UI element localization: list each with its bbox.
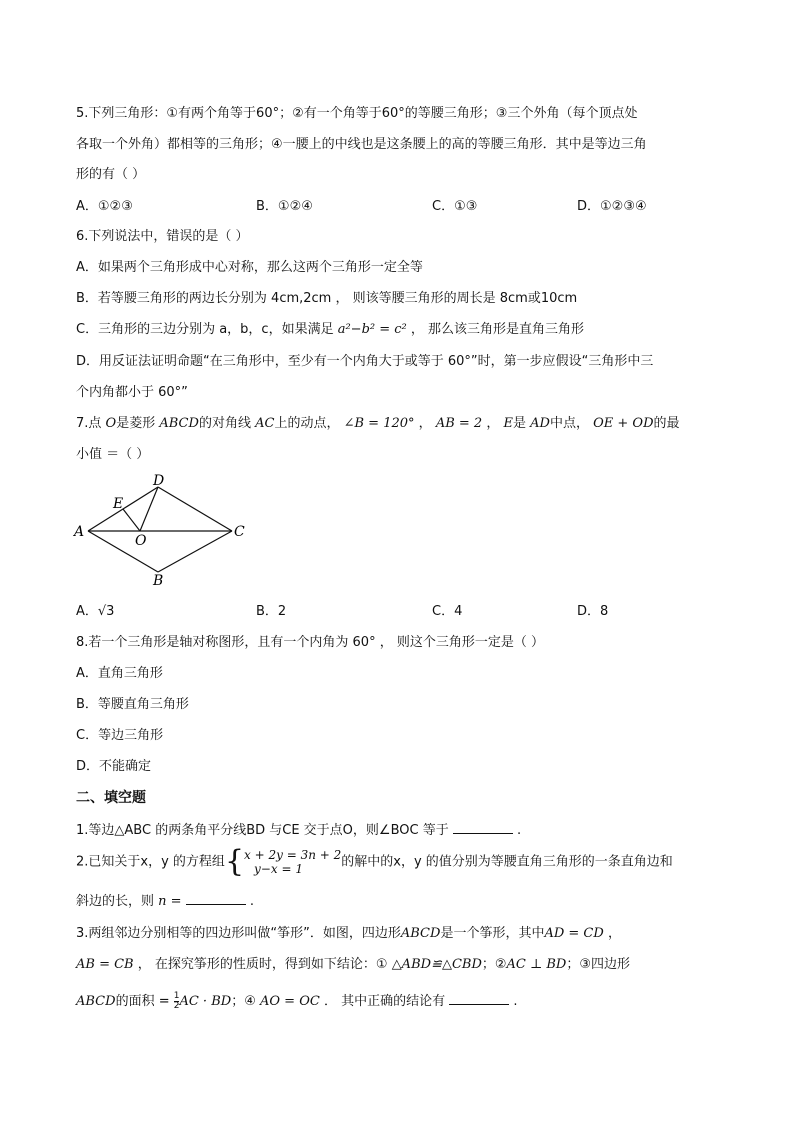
section-title-fill-in: 二、填空题 [76, 790, 146, 806]
q8-option-c: C．等边三角形 [76, 728, 164, 743]
fraction-numerator: 1 [173, 991, 180, 1001]
q7-point-o: O [105, 416, 117, 431]
q8-option-b: B．等腰直角三角形 [76, 697, 189, 712]
q8-option-d: D．不能确定 [76, 759, 152, 774]
q7-option-c: C．4 [432, 604, 463, 619]
label-c: C [234, 524, 245, 540]
f3-text: 3.两组邻边分别相等的四边形叫做“筝形”．如图，四边形 [76, 926, 401, 941]
q8-option-a: A．直角三角形 [76, 666, 163, 681]
q7-side-ad: AD [530, 416, 550, 431]
q7-expression: OE + OD [593, 416, 654, 431]
q5-option-a: A．①②③ [76, 199, 133, 214]
f2-line2 [76, 892, 254, 911]
q7-stem-line2: 小值 ＝（ ） [76, 447, 150, 462]
q6-option-d-line1: D．用反证法证明命题“在三角形中，至少有一个内角大于或等于 60°”时，第一步应假设“三角形中三 [76, 354, 654, 369]
f3-kite: ABCD [400, 926, 441, 941]
answer-blank [449, 992, 509, 1005]
f3-area-expression: AC · BD [179, 994, 232, 1009]
q6-option-d-line2: 个内角都小于 60°” [76, 385, 188, 400]
f3-ao-oc: AO = OC [259, 994, 320, 1009]
label-e: E [113, 496, 124, 512]
f3-ad-cd: AD = CD [544, 926, 604, 941]
label-d: D [153, 473, 165, 489]
q7-text: 是 [512, 416, 526, 431]
q7-text: ， [486, 416, 500, 431]
q6-c-math: a²−b² = c² [337, 322, 407, 337]
equation-system [244, 848, 341, 876]
q7-text: 的最 [653, 416, 680, 431]
q7-ab: AB = 2 [435, 416, 483, 431]
q5-option-c: C．①③ [432, 199, 478, 214]
f3-text: ， 在探究筝形的性质时，得到如下结论：① [137, 957, 388, 972]
q7-text: 的对角线 [198, 416, 251, 431]
q7-option-a: A．√3 [76, 604, 115, 619]
q6-stem: 6.下列说法中，错误的是（ ） [76, 229, 249, 244]
f3-line1 [76, 925, 621, 943]
q7-text: 7.点 [76, 416, 102, 431]
segment-od [140, 487, 158, 531]
f3-text: ；② [481, 957, 507, 972]
equation-2: y−x = 1 [254, 862, 303, 876]
q8-stem: 8.若一个三角形是轴对称图形，且有一个内角为 60° ， 则这个三角形一定是（ ） [76, 635, 544, 650]
q7-stem-line1 [76, 415, 680, 433]
f3-text: 的面积 = [115, 994, 170, 1009]
f3-kite: ABCD [76, 994, 116, 1009]
q6-option-b: B．若等腰三角形的两边长分别为 4cm,2cm ， 则该等腰三角形的周长是 8cm或10cm [76, 291, 578, 306]
q7-option-d: D．8 [577, 604, 609, 619]
f3-text: ， [607, 926, 621, 941]
q6-c-post: ， 那么该三角形是直角三角形 [410, 322, 585, 337]
q7-rhombus: ABCD [159, 416, 199, 431]
answer-blank [186, 892, 246, 905]
label-a: A [74, 524, 85, 540]
q5-line1: 5.下列三角形：①有两个角等于60°；②有一个角等于60°的等腰三角形；③三个外角（每个顶点处 [76, 106, 638, 121]
f2-text: 斜边的长，则 [76, 894, 155, 909]
equation-1: x + 2y = 3n + 2 [244, 848, 342, 862]
f3-text: 是一个筝形，其中 [440, 926, 545, 941]
side-dc [158, 487, 232, 531]
q7-point-e: E [503, 416, 513, 431]
rhombus-figure [70, 472, 260, 592]
q6-option-c [76, 321, 584, 339]
f3-text: ；③四边形 [566, 957, 630, 972]
q5-line2: 各取一个外角）都相等的三角形；④一腰上的中线也是这条腰上的高的等腰三角形．其中是等边三角 [76, 137, 647, 152]
side-ba [88, 531, 158, 572]
f2-text: . [249, 894, 254, 909]
f2-text: 的解中的x，y 的值分别为等腰直角三角形的一条直角边和 [341, 854, 673, 870]
f2-n: n = [158, 894, 182, 909]
f3-text: . [513, 994, 518, 1009]
side-cb [158, 531, 232, 572]
f1-stem [76, 821, 521, 840]
q7-text: ， [418, 416, 432, 431]
q5-line3: 形的有（ ） [76, 167, 146, 182]
fraction-denominator: 2 [173, 1001, 180, 1011]
label-o: O [135, 533, 147, 549]
q7-text: 是菱形 [116, 416, 156, 431]
label-b: B [153, 573, 164, 589]
f1-text: . [516, 823, 522, 838]
q5-option-d: D．①②③④ [577, 199, 647, 214]
f3-text: ；④ [231, 994, 256, 1009]
q7-angle: ∠B = 120° [343, 416, 415, 431]
q6-option-a: A．如果两个三角形成中心对称，那么这两个三角形一定全等 [76, 260, 423, 275]
q7-option-b: B．2 [256, 604, 287, 619]
f2-line1 [76, 844, 673, 879]
f3-congruence: △ABD≌△CBD [391, 957, 482, 972]
q6-c-pre: C．三角形的三边分别为 a，b，c，如果满足 [76, 322, 334, 337]
f3-text: ． 其中正确的结论有 [323, 994, 446, 1009]
q5-option-b: B．①②④ [256, 199, 313, 214]
f3-perpendicular: AC ⊥ BD [506, 957, 567, 972]
f1-text: 1.等边△ABC 的两条角平分线BD 与CE 交于点O，则∠BOC 等于 [76, 823, 449, 838]
f2-text: 2.已知关于x，y 的方程组 [76, 854, 225, 870]
q7-diagonal: AC [255, 416, 275, 431]
f3-ab-cb: AB = CB [76, 957, 134, 972]
f3-line3 [76, 992, 518, 1011]
q7-text: 上的动点， [274, 416, 340, 431]
segment-eo [123, 509, 140, 531]
f3-line2 [76, 956, 630, 974]
q7-text: 中点， [549, 416, 589, 431]
answer-blank [453, 821, 513, 834]
brace-symbol: { [224, 844, 245, 879]
